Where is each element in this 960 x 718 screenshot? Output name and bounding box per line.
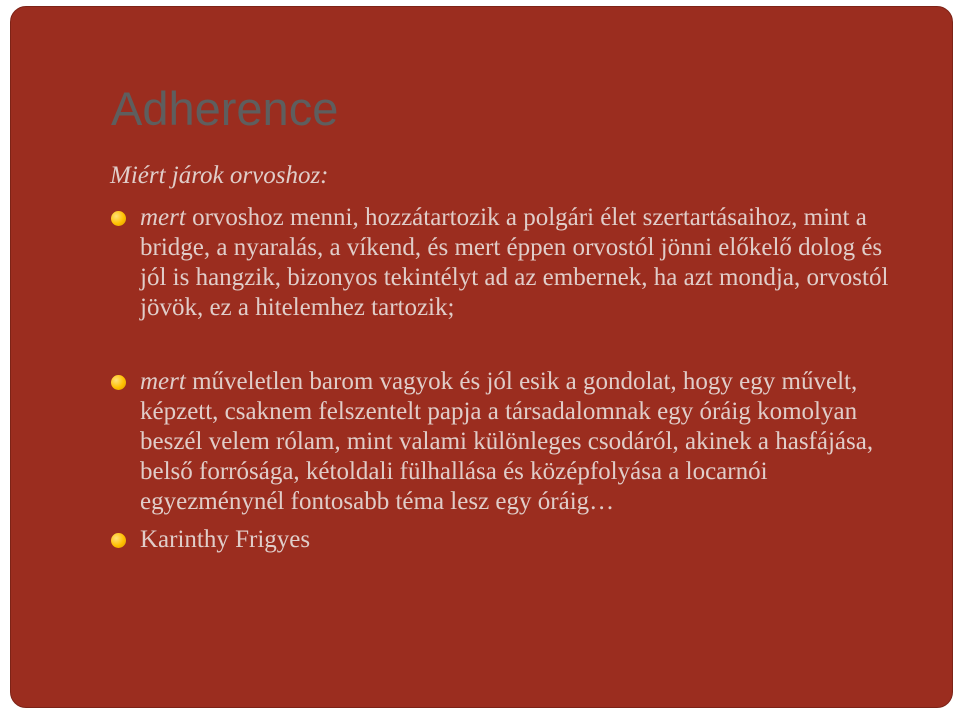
bullet-lead: mert: [140, 204, 186, 231]
bullet-lead: mert: [140, 368, 186, 395]
bullet-text: Karinthy Frigyes: [140, 526, 311, 553]
bullet-dot-icon: [111, 375, 126, 390]
slide-subtitle: Miért járok orvoshoz:: [110, 162, 329, 189]
bullet-item: [111, 203, 911, 323]
slide-title: Adherence: [111, 82, 339, 135]
bullet-item: [111, 367, 911, 517]
bullet-list: [111, 203, 911, 555]
bullet-text: műveletlen barom vagyok és jól esik a gondolat, hogy egy művelt, képzett, csaknem felszentelt papja a társadalomnak egy óráig komolyan beszél velem rólam, mint valami különleges csodáról, akinek a hasfájása, belső forrósága, kétoldali fülhallása és középfolyása a locarnói egyezménynél fontosabb téma lesz egy óráig…: [140, 368, 874, 515]
slide: [10, 6, 953, 708]
bullet-dot-icon: [111, 533, 126, 548]
bullet-text: orvoshoz menni, hozzátartozik a polgári élet szertartásaihoz, mint a bridge, a nyaralás, a víkend, és mert éppen orvostól jönni előkelő dolog és jól is hangzik, bizonyos tekintélyt ad az embernek, ha azt mondja, orvostól jövök, ez a hitelemhez tartozik;: [140, 204, 889, 321]
bullet-dot-icon: [111, 211, 126, 226]
bullet-item: [111, 525, 911, 555]
